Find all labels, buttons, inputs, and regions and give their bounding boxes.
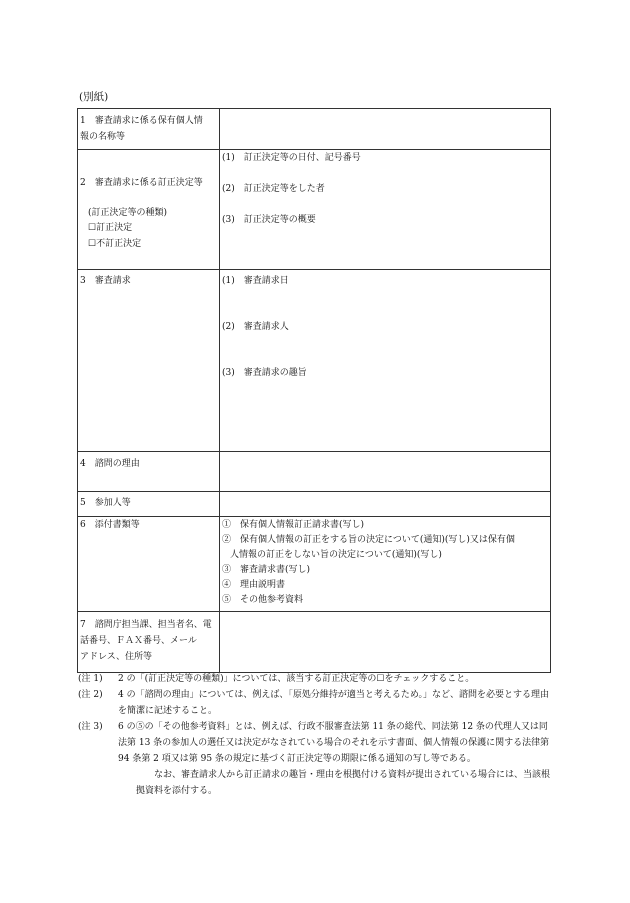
row7-content-cell [220, 612, 551, 673]
note-3 [78, 719, 554, 767]
decision-kind-heading: (訂正決定等の種類) [88, 208, 168, 218]
note-1-text: 2 の「(訂正決定等の種類)」については、該当する訂正決定等の☐をチェックすること。 [118, 674, 475, 684]
attachment-item-5: ⑤ その他参考資料 [222, 595, 304, 605]
note-2 [78, 687, 554, 719]
row1-label-line2: 報の名称等 [80, 132, 126, 142]
row-correction-decision [78, 150, 551, 270]
row3-item-3: (3) 審査請求の趣旨 [222, 368, 307, 378]
row7-label-line3: アドレス、住所等 [80, 652, 153, 662]
checkbox-label-correction: 訂正決定 [96, 223, 133, 233]
row3-label: 3 審査請求 [80, 276, 131, 286]
checkbox-icon: ☐ [88, 223, 97, 233]
row2-item-1: (1) 訂正決定等の日付、記号番号 [222, 153, 361, 163]
row4-content-cell [220, 452, 551, 492]
row-referral-reason [78, 452, 551, 492]
note-2-text: 4 の「諮問の理由」については、例えば、「原処分維持が適当と考えるため。」など、諮問を必要とする理由を簡潔に記述すること。 [118, 690, 550, 716]
row3-item-1: (1) 審査請求日 [222, 276, 289, 286]
row2-label: 2 審査請求に係る訂正決定等 [80, 178, 203, 188]
attachment-item-2: ② 保有個人情報の訂正をする旨の決定について(通知)(写し)又は保有個 [222, 535, 515, 545]
row6-label: 6 添付書類等 [80, 520, 140, 530]
attachment-item-2-cont: 人情報の訂正をしない旨の決定について(通知)(写し) [230, 550, 442, 560]
checkbox-label-non-correction: 不訂正決定 [96, 239, 142, 249]
note-1 [78, 671, 554, 687]
row4-label: 4 諮問の理由 [80, 459, 140, 469]
row5-label: 5 参加人等 [80, 498, 131, 508]
row2-item-2: (2) 訂正決定等をした者 [222, 184, 325, 194]
checkbox-icon: ☐ [88, 239, 97, 249]
row-review-request [78, 270, 551, 452]
row-participants [78, 492, 551, 517]
checkbox-non-correction[interactable] [88, 239, 141, 250]
row3-item-2: (2) 審査請求人 [222, 322, 289, 332]
note-3-text: 6 の⑤の「その他参考資料」とは、例えば、行政不服審査法第 11 条の総代、同法第 12 条の代理人又は同法第 13 条の参加人の選任又は決定がなされている場合のそれを示す書面、個人情報の保護に関する法律第 94 条第 2 項又は第 95 条の規定に基づく訂正決定等の期限に係る通知の写し等である。 [118, 722, 550, 764]
row5-content-cell [220, 492, 551, 517]
row1-content-cell [220, 109, 551, 150]
row7-label-line2: 話番号、ＦＡＸ番号、メール [80, 636, 197, 646]
row-attachments [78, 517, 551, 612]
note-1-tag: (注 1) [78, 674, 103, 684]
notes-section [78, 671, 554, 799]
attachment-item-1: ① 保有個人情報訂正請求書(写し) [222, 520, 365, 530]
note-3-tag: (注 3) [78, 722, 103, 732]
attachment-item-3: ③ 審査請求書(写し) [222, 565, 311, 575]
note-3-paragraph: なお、審査請求人から訂正請求の趣旨・理由を根拠付ける資料が提出されている場合には、当該根拠資料を添付する。 [136, 770, 551, 796]
row1-label-line1: 1 審査請求に係る保有個人情 [80, 116, 203, 126]
annex-heading: (別紙) [79, 91, 109, 103]
referral-form-table [77, 108, 551, 673]
checkbox-correction[interactable] [88, 223, 132, 234]
row2-item-3: (3) 訂正決定等の概要 [222, 215, 316, 225]
note-2-tag: (注 2) [78, 690, 103, 700]
attachment-item-4: ④ 理由説明書 [222, 580, 286, 590]
row7-label-line1: 7 諮問庁担当課、担当者名、電 [80, 620, 212, 630]
row-contact-info [78, 612, 551, 673]
row-personal-info-name [78, 109, 551, 150]
